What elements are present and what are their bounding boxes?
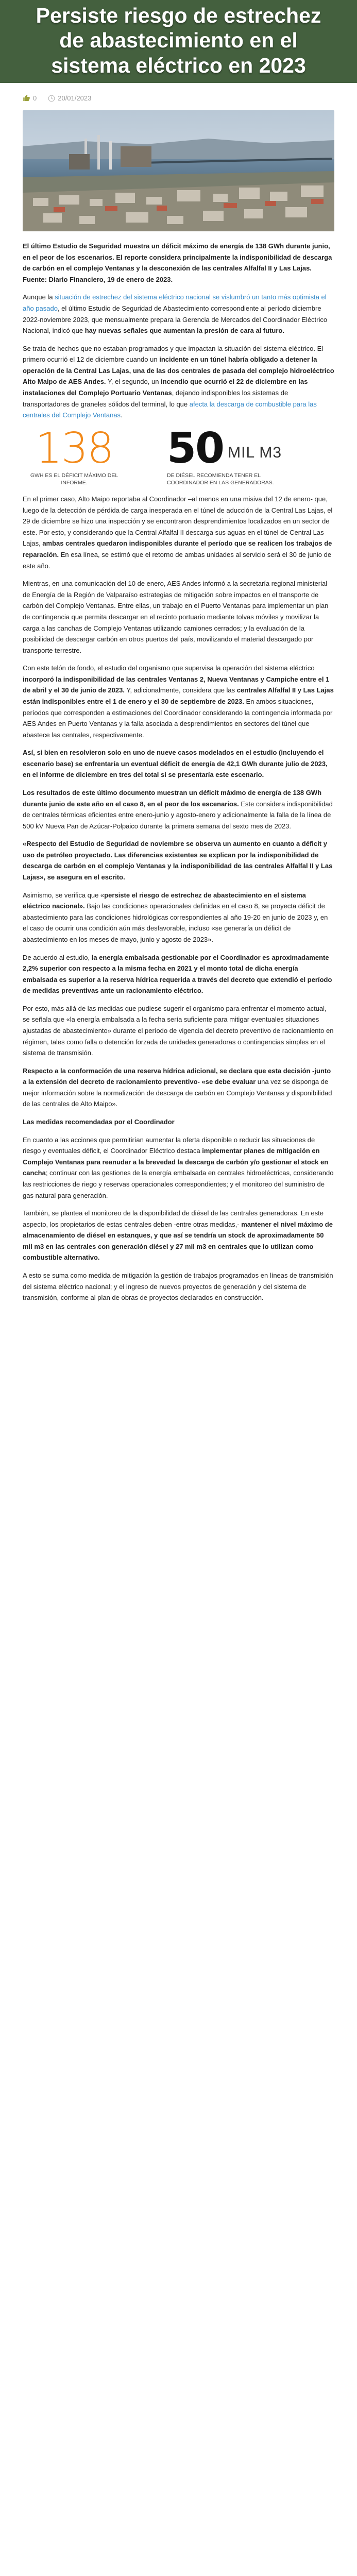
paragraph: Por esto, más allá de las medidas que pudiese sugerir el organismo para enfrentar el momento actual, se señala que «la energía embalsada a la fecha sería suficiente para mitigar eventuales situaciones ajustadas de abastecimiento» durante el período de vigencia del decreto preventivo de racionamiento en régimen, tales como falla o detención forzada de unidades generadoras o contingencias simples en el sistema de transmisión. [23,1004,334,1057]
article-container [0,83,357,1303]
paragraph: Mientras, en una comunicación del 10 de enero, AES Andes informó a la secretaría regional ministerial de Energía de la Región de Valparaíso estrategias de mitigación sobre impactos en el transporte de carbón del Complejo Ventanas. Entre ellas, un trabajo en el Puerto Ventanas para implementar un plan de contingencia que permita descargar en el recinto portuario mediante tolvas móviles y movilizar la carga a las canchas de Complejo Ventanas utilizando camiones cerrados; y la evaluación de la posibilidad de descargar carbón en otros puertos del país, movilizando el material descargado por transporte terrestre. [23,580,329,654]
paragraph: Respecto a la conformación de una reserva hídrica adicional, se declara que esta decisión -junto a la extensión del decreto de racionamiento preventivo- «se debe evaluar una vez se disponga de mejor información sobre la normalización de descarga de carbón en Complejo Ventanas y disponibilidad de las centrales de Alto Maipo». [23,1066,332,1108]
paragraph: Los resultados de este último documento muestran un déficit máximo de energía de 138 GWh durante junio de este año en el caso 8, en el peor de los escenarios. Este considera indisponibilidad de centrales térmicas eficientes entre enero-junio y agosto-enero y adicionalmente la falla de la línea de 500 kV Nueva Pan de Azúcar-Polpaico durante la primera semana del sexto mes de 2023. [23,789,333,830]
paragraph: Se trata de hechos que no estaban programados y que impactan la situación del sistema eléctrico. El primero ocurrió el 12 de diciembre cuando un incidente en un túnel habría obligado a detener la operación de la Central Las Lajas, una de las dos centrales de pasada del complejo hidroeléctrico Alto Maipo de AES Andes. Y, el segundo, un incendio que ocurrió el 22 de diciembre en las instalaciones del Complejo Portuario Ventanas, dejando indisponibles los sistemas de transportadores de graneles sólidos del terminal, lo que afecta la descarga de combustible para las centrales del Complejo Ventanas. [23,344,334,419]
like-count: 0 [33,94,37,103]
publish-date [48,94,91,102]
paragraph: Así, si bien en resolvieron solo en uno de nueve casos modelados en el estudio (incluyendo el escenario base) se enfrentaría un eventual déficit de energía de 42,1 GWh durante julio de 2023, en el informe de diciembre en tres del total si se presentaría este escenario. [23,749,328,779]
paragraph: En el primer caso, Alto Maipo reportaba al Coordinador –al menos en una misiva del 12 de enero- que, luego de la detección de pérdida de carga inesperada en el túnel de aducción de la Central Las Lajas, el 29 de diciembre se hizo una inspección y se encontraron desprendimientos localizados en un sector de este. Por esto, y considerando que la Central Alfalfal II descarga sus aguas en el túnel de Central Las Lajas, ambas centrales quedaron indisponibles durante el período que se realicen los trabajos de reparación. En esa línea, se estimó que el retorno de ambas unidades al servicio será el 30 de junio de este año. [23,495,333,570]
stat-deficit [23,423,126,486]
clock-icon [48,95,55,102]
paragraph: «Respecto del Estudio de Seguridad de noviembre se observa un aumento en cuanto a déficit y uso de petróleo proyectado. Las diferencias existentes se explican por la indisponibilidad de descarga de carbón en el complejo Ventanas y la indisponibilidad de las centrales Alfalfal II y Las Lajas», se asegura en el escrito. [23,840,333,882]
article-meta [23,83,334,110]
article-body [23,241,334,1303]
article-lead: El último Estudio de Seguridad muestra un déficit máximo de energía de 138 GWh durante junio, en el peor de los escenarios. El reporte considera principalmente la indisponibilidad de descarga de carbón en el complejo Ventanas y la desconexión de las centrales Alfalfal II y Las Lajas. Fuente: Diario Financiero, 19 de enero de 2023. [23,242,332,283]
paragraph: Con este telón de fondo, el estudio del organismo que supervisa la operación del sistema eléctrico incorporó la indisponibilidad de las centrales Ventanas 2, Nueva Ventanas y Campiche entre el 1 de abril y el 30 de junio de 2023. Y, adicionalmente, considera que las centrales Alfalfal II y Las Lajas están indisponibles entre el 1 de enero y el 30 de septiembre de 2023. En ambos situaciones, períodos que corresponden a estimaciones del Coordinador considerando la contingencia informada por AES Andes en Puerto Ventanas y la falla asociada a desprendimientos en sectores del túnel que abastece las centrales, respectivamente. [23,664,334,739]
section-heading: Las medidas recomendadas por el Coordinador [23,1118,175,1126]
like-button[interactable] [23,94,37,102]
paragraph: Aunque la situación de estrechez del sistema eléctrico nacional se vislumbró un tanto más optimista el año pasado, el último Estudio de Seguridad de Abastecimiento correspondiente al período diciembre 2022-noviembre 2023, que mensualmente prepara la Gerencia de Mercados del Coordinador Eléctrico Nacional, indicó que hay nuevas señales que aumentan la presión de cara al futuro. [23,293,328,335]
ventanas-article-link[interactable]: afecta la descarga de combustible para las centrales del Complejo Ventanas [23,400,317,419]
paragraph: En cuanto a las acciones que permitirían aumentar la oferta disponible o reducir las situaciones de riesgo y eventuales déficit, el Coordinador Eléctrico destaca implementar planes de mitigación en Complejo Ventanas para reanudar a la brevedad la descarga de carbón y/o gestionar el stock en cancha; continuar con las gestiones de la energía embalsada en centrales hidroeléctricas, considerando las restricciones de riego y reservas operacionales correspondientes; y el monitoreo del suministro de gas natural para generación. [23,1136,334,1199]
related-article-link[interactable]: situación de estrechez del sistema eléctrico nacional se vislumbró un tanto más optimista el año pasado [23,293,327,313]
stats-highlight [23,423,334,486]
thumbs-up-icon [23,94,30,102]
stat-diesel-caption: DE DIÉSEL RECOMIENDA TENER EL COORDINADOR EN LAS GENERADORAS. [167,472,274,486]
paragraph: Asimismo, se verifica que «persiste el riesgo de estrechez de abastecimiento en el sistema eléctrico nacional». Bajo las condiciones operacionales definidas en el caso 8, se proyecta déficit de abastecimiento para las condiciones hidrológicas correspondientes al año 19-20 en junio de 2023 y, en el caso de ocurrir una condición aún más desfavorable, incluso «se generaría un déficit de abastecimiento en los meses de mayo, junio y agosto de 2023». [23,891,328,943]
stat-deficit-caption: GWH ES EL DÉFICIT MÁXIMO DEL INFORME. [30,472,118,486]
article-photo [23,110,334,231]
paragraph: De acuerdo al estudio, la energía embalsada gestionable por el Coordinador es aproximadamente 2,2% superior con respecto a la misma fecha en 2021 y el monto total de dicha energía embalsada es superior a la reserva hídrica requerida a través del decreto que extendió el período de medidas preventivas ante un racionamiento eléctrico. [23,953,332,995]
date-text: 20/01/2023 [58,94,92,103]
paragraph: También, se plantea el monitoreo de la disponibilidad de diésel de las centrales generadoras. En este aspecto, los propietarios de estas centrales deben -entre otras medidas,- mantener el nivel máximo de almacenamiento de diésel en estanques, y que así se tendría un stock de aproximadamente 50 mil m3 en las centrales con generación diésel y 27 mil m3 en centrales que lo utilizan como combustible alternativo. [23,1209,333,1262]
stat-deficit-number: 138 [35,423,113,473]
stat-diesel-unit: MIL M3 [228,444,282,461]
stat-diesel [167,423,291,486]
stat-diesel-number: 50 [167,423,224,473]
article-title: Persiste riesgo de estrechez de abastecimiento en el sistema eléctrico en 2023 [36,4,321,77]
paragraph: A esto se suma como medida de mitigación la gestión de trabajos programados en líneas de transmisión del sistema eléctrico nacional; y el ingreso de nuevos proyectos de generación y del sistema de transmisión, conforme al plan de obras de proyectos declarados en construcción. [23,1271,333,1302]
article-header [0,0,357,83]
